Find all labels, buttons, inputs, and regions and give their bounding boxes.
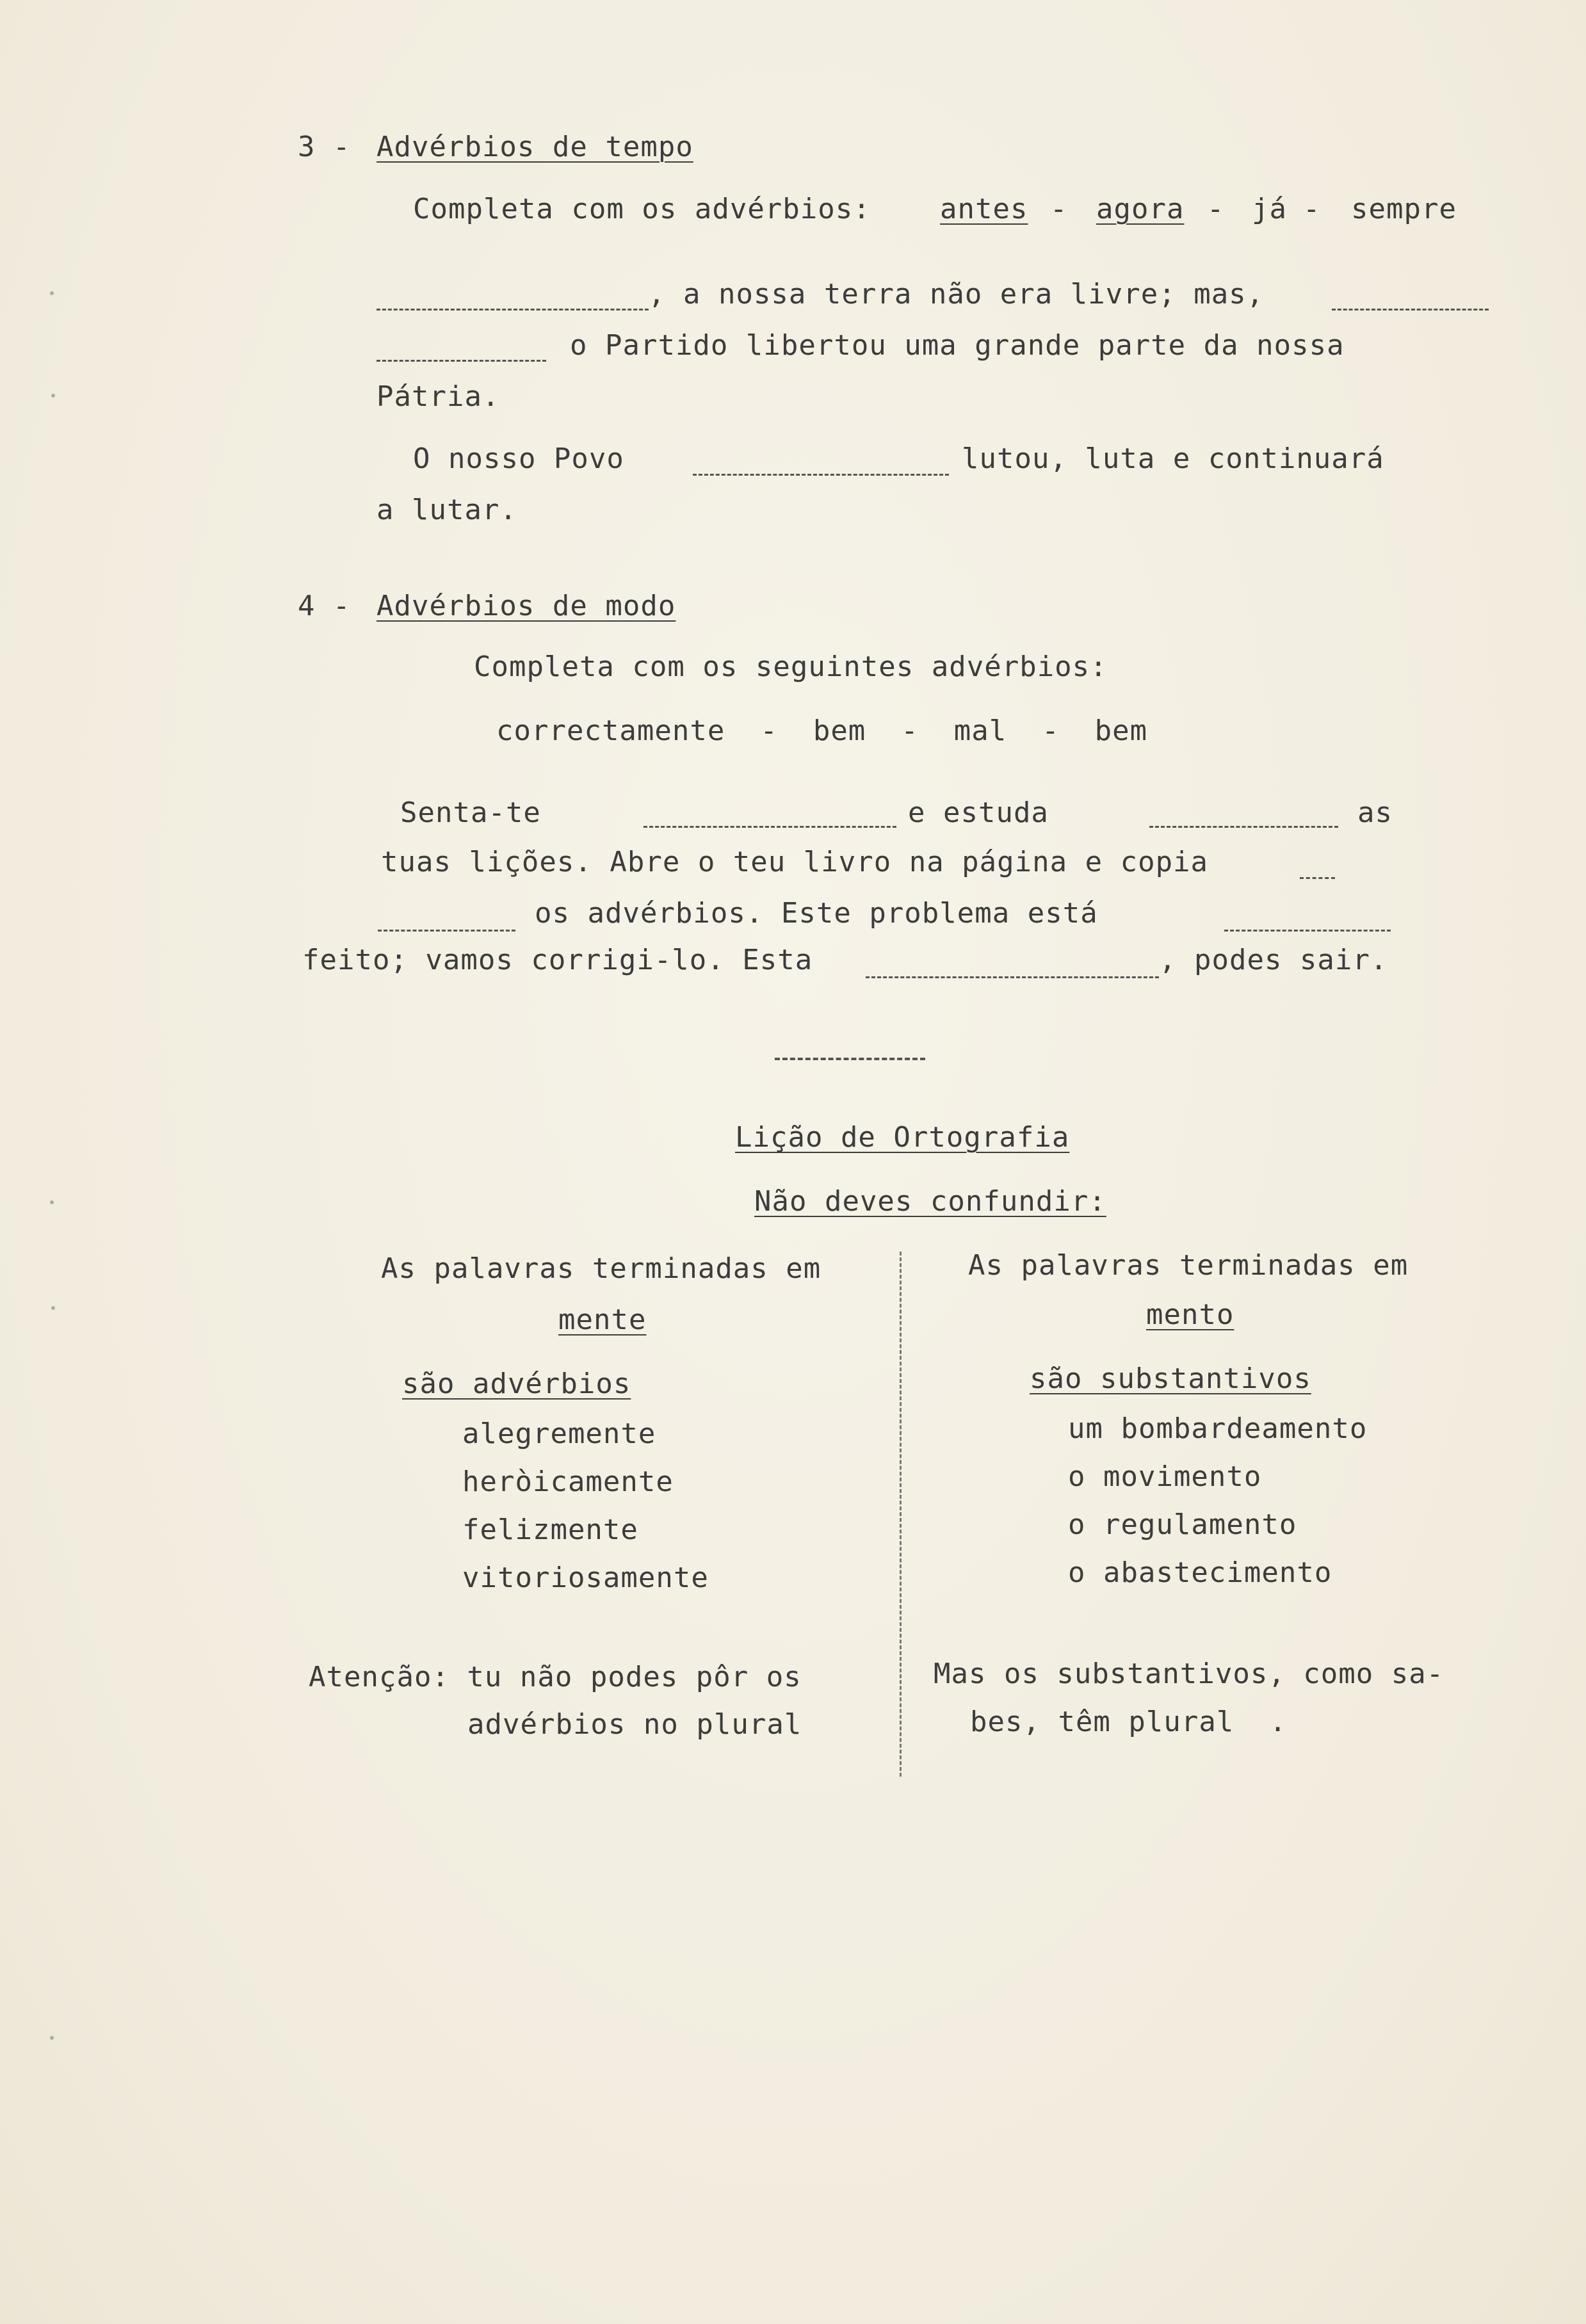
section3-line4-prefix: O nosso Povo [413, 442, 624, 475]
section3-heading: Advérbios de tempo [376, 131, 693, 163]
right-example: um bombardeamento [1068, 1412, 1368, 1445]
paper-speck [50, 1200, 54, 1204]
answer-blank [378, 930, 515, 932]
section4-number: 4 - [298, 590, 351, 622]
paper-speck [50, 2036, 54, 2040]
section4-line1-a: Senta-te [400, 796, 541, 829]
section3-line2: o Partido libertou uma grande parte da nossa [570, 329, 1345, 362]
left-example: heròicamente [462, 1465, 674, 1498]
left-example: alegremente [462, 1417, 656, 1450]
section3-line4-suffix: lutou, luta e continuará [962, 442, 1384, 475]
left-category: são advérbios [402, 1368, 631, 1400]
left-note-1: Atenção: tu não podes pôr os [309, 1661, 802, 1693]
column-divider [900, 1252, 902, 1777]
right-note-1: Mas os substantivos, como sa- [934, 1658, 1444, 1690]
section4-line4-b: , podes sair. [1159, 944, 1388, 976]
lesson-subtitle: Não deves confundir: [754, 1185, 1106, 1218]
section3-sep: - [1303, 193, 1321, 225]
right-note-2: bes, têm plural . [970, 1706, 1287, 1738]
section3-sep: - [1050, 193, 1068, 225]
answer-blank [376, 360, 546, 362]
left-example: felizmente [462, 1513, 638, 1546]
answer-blank [1300, 877, 1335, 879]
section4-line3: os advérbios. Este problema está [535, 897, 1098, 930]
section4-line2: tuas lições. Abre o teu livro na página e copia [381, 846, 1209, 878]
left-intro: As palavras terminadas em [381, 1252, 821, 1285]
section4-instruction: Completa com os seguintes advérbios: [474, 650, 1108, 683]
section3-word-agora: agora [1096, 193, 1185, 225]
section4-words: correctamente - bem - mal - bem [496, 714, 1148, 747]
left-note-2: advérbios no plural [467, 1708, 802, 1741]
section3-line3: Pátria. [376, 380, 500, 413]
section3-word-sempre: sempre [1351, 193, 1457, 225]
paper-speck [51, 394, 55, 398]
section4-line1-c: as [1357, 796, 1393, 829]
right-category: são substantivos [1030, 1362, 1311, 1395]
answer-blank [643, 826, 896, 828]
right-intro: As palavras terminadas em [968, 1249, 1409, 1282]
right-example: o abastecimento [1068, 1556, 1332, 1589]
answer-blank [866, 976, 1159, 978]
section3-sep: - [1207, 193, 1225, 225]
section3-word-ja: já [1252, 193, 1287, 225]
paper-speck [50, 291, 54, 295]
section3-line5: a lutar. [376, 494, 517, 526]
section3-number: 3 - [298, 131, 351, 163]
section4-line1-b: e estuda [908, 796, 1049, 829]
answer-blank [1224, 930, 1391, 932]
section4-heading: Advérbios de modo [376, 590, 676, 622]
section3-instruction: Completa com os advérbios: [413, 193, 871, 225]
section3-word-antes: antes [940, 193, 1028, 225]
answer-blank [1149, 826, 1338, 828]
answer-blank [1332, 309, 1489, 311]
section-divider [775, 1058, 925, 1060]
answer-blank [693, 474, 949, 476]
paper-speck [51, 1306, 55, 1310]
answer-blank [376, 309, 649, 311]
right-example: o movimento [1068, 1460, 1262, 1493]
left-example: vitoriosamente [462, 1561, 709, 1594]
right-example: o regulamento [1068, 1508, 1297, 1541]
section4-line4-a: feito; vamos corrigi-lo. Esta [302, 944, 813, 976]
section3-line1: , a nossa terra não era livre; mas, [648, 278, 1265, 311]
lesson-title: Lição de Ortografia [735, 1121, 1070, 1154]
left-ending: mente [558, 1303, 647, 1336]
right-ending: mento [1146, 1298, 1234, 1331]
